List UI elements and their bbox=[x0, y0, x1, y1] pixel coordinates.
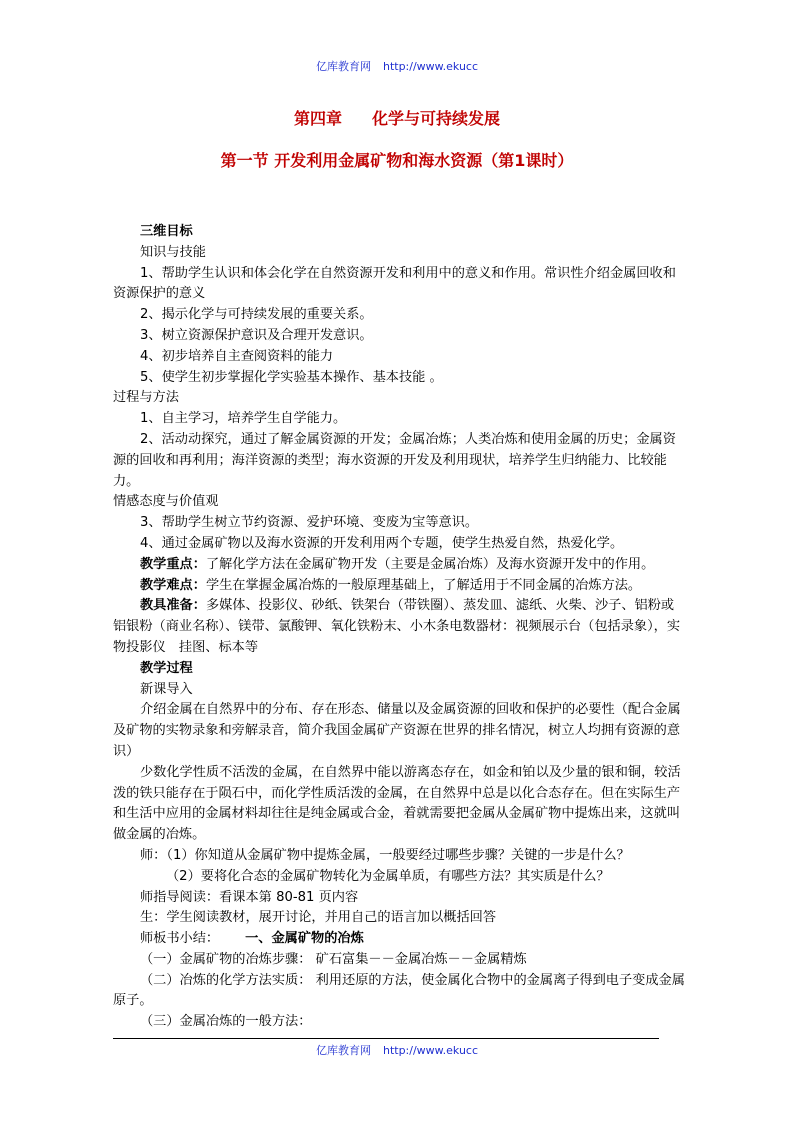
intro-paragraph-2: 少数化学性质不活泼的金属，在自然界中能以游离态存在，如金和铂以及少量的银和铜，较活泼的铁只能存在于陨石中，而化学性质活泼的金属，在自然界中总是以化合态存在。但在实际生产和生活中应用的金属材料却往往是纯金属或合金，着就需要把金属从金属矿物中提炼出来，这就叫做金属的冶炼。 bbox=[113, 764, 681, 843]
chapter-name: 化学与可持续发展 bbox=[372, 109, 501, 128]
ks-item-1: 1、帮助学生认识和体会化学在自然资源开发和利用中的意义和作用。常识性介绍金属回收和资源保护的意义 bbox=[113, 265, 676, 302]
chapter-title bbox=[0, 106, 794, 129]
ev-item-3: 3、帮助学生树立节约资源、爱护环境、变废为宝等意识。 bbox=[140, 515, 479, 531]
preparation-label: 教具准备： bbox=[140, 598, 206, 614]
header-site-link[interactable]: 亿库教育网 bbox=[315, 60, 371, 73]
intro-paragraph-1: 介绍金属在自然界中的分布、存在形态、储量以及金属资源的回收和保护的必要性（配合金属及矿物的实物录象和旁解录音，简介我国金属矿产资源在世界的排名情况，树立人均拥有资源的意识） bbox=[113, 702, 681, 759]
student-activity: 生：学生阅读教材，展开讨论，并用自己的语言加以概括回答 bbox=[140, 910, 497, 926]
header-url-link[interactable]: http://www.ekucc bbox=[382, 60, 479, 73]
pm-item-2: 2、活动动探究，通过了解金属资源的开发；金属冶炼；人类冶炼和使用金属的历史；金属资源的回收和再利用；海洋资源的类型；海水资源的开发及利用现状，培养学生归纳能力、比较能力。 bbox=[113, 431, 676, 489]
difficulty-text: 学生在掌握金属冶炼的一般原理基础上，了解适用于不同金属的冶炼方法。 bbox=[205, 577, 642, 593]
summary-step-3: （三）金属冶炼的一般方法： bbox=[140, 1014, 312, 1030]
key-point bbox=[113, 555, 685, 576]
difficulty-label: 教学难点： bbox=[140, 577, 206, 593]
key-point-label: 教学重点： bbox=[140, 556, 206, 572]
pm-heading: 过程与方法 bbox=[113, 390, 179, 406]
lesson-content bbox=[113, 222, 685, 1033]
summary-label: 师板书小结： bbox=[140, 931, 220, 947]
difficulty bbox=[113, 576, 685, 597]
ev-heading: 情感态度与价值观 bbox=[113, 494, 219, 510]
page-header bbox=[0, 58, 794, 74]
section-title: 第一节 开发利用金属矿物和海水资源（第1课时） bbox=[220, 151, 574, 170]
ks-item-5: 5、使学生初步掌握化学实验基本操作、基本技能 。 bbox=[140, 369, 443, 385]
question-2: （2）要将化合态的金属矿物转化为金属单质，有哪些方法？其实质是什么？ bbox=[166, 868, 610, 884]
summary-step-2: （二）冶炼的化学方法实质： 利用还原的方法，使金属化合物中的金属离子得到电子变成金属原子。 bbox=[113, 972, 685, 1009]
summary-title: 一、金属矿物的冶炼 bbox=[245, 931, 364, 947]
process-heading: 教学过程 bbox=[140, 660, 193, 676]
intro-heading: 新课导入 bbox=[140, 681, 193, 697]
ks-item-3: 3、树立资源保护意识及合理开发意识。 bbox=[140, 327, 373, 343]
footer-site-link[interactable]: 亿库教育网 bbox=[315, 1044, 371, 1057]
chapter-number: 第四章 bbox=[293, 109, 342, 128]
ev-item-4: 4、通过金属矿物以及海水资源的开发利用两个专题，使学生热爱自然，热爱化学。 bbox=[140, 535, 624, 551]
summary-step-1: （一）金属矿物的冶炼步骤： 矿石富集－－金属冶炼－－金属精炼 bbox=[140, 951, 527, 967]
preparation-text: 多媒体、投影仪、砂纸、铁架台（带铁圈）、蒸发皿、滤纸、火柴、沙子、铝粉或铝银粉（商业名称）、镁带、氯酸钾、氧化铁粉末、小木条电数器材：视频展示台（包括录象），实物投影仪 挂图、标本等 bbox=[113, 598, 681, 655]
key-point-text: 了解化学方法在金属矿物开发（主要是金属冶炼）及海水资源开发中的作用。 bbox=[205, 556, 655, 572]
footer-url-link[interactable]: http://www.ekucc bbox=[382, 1044, 479, 1057]
reading-guide: 师指导阅读：看课本第 80-81 页内容 bbox=[140, 889, 359, 905]
preparation bbox=[113, 596, 685, 658]
ks-item-4: 4、初步培养自主查阅资料的能力 bbox=[140, 348, 334, 364]
goals-heading: 三维目标 bbox=[140, 224, 193, 239]
summary-line bbox=[113, 929, 685, 950]
ks-heading: 知识与技能 bbox=[140, 244, 206, 260]
ks-item-2: 2、揭示化学与可持续发展的重要关系。 bbox=[140, 307, 373, 323]
page-footer bbox=[0, 1042, 794, 1058]
question-1: 师：（1）你知道从金属矿物中提炼金属，一般要经过哪些步骤？关键的一步是什么？ bbox=[140, 847, 630, 863]
pm-item-1: 1、自主学习，培养学生自学能力。 bbox=[140, 411, 347, 427]
footer-divider bbox=[113, 1038, 659, 1039]
